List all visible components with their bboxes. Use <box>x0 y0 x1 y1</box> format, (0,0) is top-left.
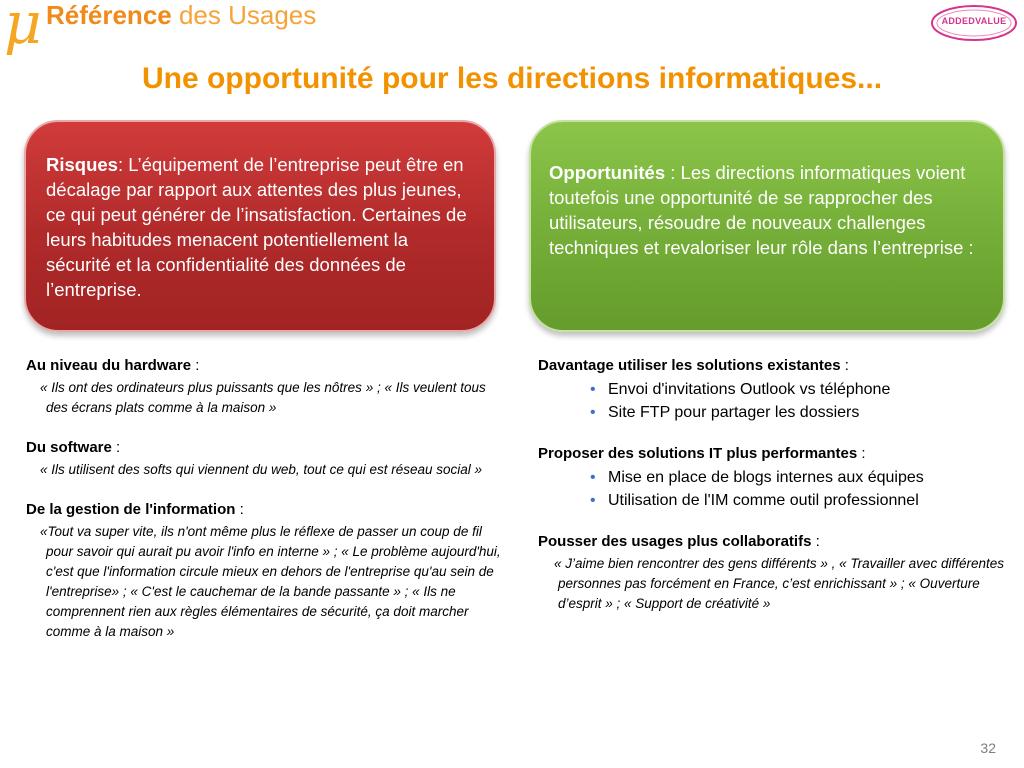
existing-solutions-list <box>538 378 1008 424</box>
collaborative-heading <box>538 532 1008 552</box>
brand-title-regular: des Usages <box>178 0 317 30</box>
addedvalue-logo <box>930 4 1018 42</box>
list-item <box>590 378 1008 401</box>
list-item <box>590 401 1008 424</box>
bullet-icon: • <box>590 381 596 398</box>
hardware-heading-label: Au niveau du hardware <box>26 357 192 374</box>
list-item <box>590 489 1008 512</box>
collaborative-quote: « J’aime bien rencontrer des gens différents » , « Travailler avec différentes personnes pas forcément en France, c’est enrichissant » ; « Ouverture d’esprit » ; « Support de créativité » <box>554 556 1004 611</box>
list-item <box>590 466 1008 489</box>
brand-title-bold: Référence <box>46 0 172 30</box>
list-item-text: Envoi d'invitations Outlook vs téléphone <box>608 381 891 398</box>
collaborative-heading-suffix: : <box>811 533 820 550</box>
bullet-icon: • <box>590 404 596 421</box>
it-solutions-list <box>538 466 1008 512</box>
left-column <box>26 356 501 642</box>
list-item-text: Mise en place de blogs internes aux équipes <box>608 469 924 486</box>
risks-text: : L’équipement de l’entreprise peut être en décalage par rapport aux attentes des plus jeunes, ce qui peut générer de l’insatisfaction. Certaines de leurs habitudes menacent potentiellement la sécurité et la confidentialité des données de l’entreprise. <box>46 154 467 300</box>
slide-title: Une opportunité pour les directions informatiques... <box>141 62 883 95</box>
bullet-icon: • <box>590 492 596 509</box>
software-quote: « Ils utilisent des softs qui viennent du web, tout ce qui est réseau social » <box>40 462 483 477</box>
existing-solutions-heading <box>538 356 1008 376</box>
risks-label: Risques <box>46 154 118 175</box>
opportunities-box <box>529 120 1005 332</box>
information-quote: «Tout va super vite, ils n'ont même plus le réflexe de passer un coup de fil pour savoir qui aurait pu avoir l'info en interne » ; « Le problème aujourd'hui, c'est que l'information circule mieux en dehors de l'entreprise qu'au sein de l'entreprise» ; « C'est le cauchemar de la bande passante » ; « Ils ne comprennent rien aux règles élémentaires de sécurité, ça doit marcher comme à la maison » <box>40 524 501 639</box>
brand-title <box>46 2 316 28</box>
opportunities-text: : Les directions informatiques voient toutefois une opportunité de se rapprocher des utilisateurs, résoudre de nouveaux challenges techniques et revaloriser leur rôle dans l’entreprise : <box>549 162 974 258</box>
information-heading-suffix: : <box>235 501 244 518</box>
software-heading-label: Du software <box>26 439 112 456</box>
existing-solutions-heading-suffix: : <box>840 357 849 374</box>
it-solutions-heading-suffix: : <box>857 445 866 462</box>
page-number: 32 <box>980 740 996 756</box>
information-heading <box>26 500 501 520</box>
information-heading-label: De la gestion de l'information <box>26 501 236 518</box>
hardware-heading <box>26 356 501 376</box>
hardware-heading-suffix: : <box>191 357 200 374</box>
it-solutions-heading-label: Proposer des solutions IT plus performantes <box>538 445 858 462</box>
it-solutions-heading <box>538 444 1008 464</box>
existing-solutions-heading-label: Davantage utiliser les solutions existantes <box>538 357 841 374</box>
software-heading <box>26 438 501 458</box>
brand-mu-symbol: μ <box>4 0 42 57</box>
list-item-text: Site FTP pour partager les dossiers <box>608 404 860 421</box>
hardware-quote: « Ils ont des ordinateurs plus puissants que les nôtres » ; « Ils veulent tous des écrans plats comme à la maison » <box>40 380 486 415</box>
collaborative-heading-label: Pousser des usages plus collaboratifs <box>538 533 812 550</box>
right-column <box>538 356 1008 614</box>
list-item-text: Utilisation de l'IM comme outil professionnel <box>608 492 919 509</box>
bullet-icon: • <box>590 469 596 486</box>
logo-text: ADDEDVALUE <box>941 16 1007 26</box>
opportunities-label: Opportunités <box>549 162 666 183</box>
risks-box <box>24 120 496 332</box>
software-heading-suffix: : <box>111 439 121 456</box>
